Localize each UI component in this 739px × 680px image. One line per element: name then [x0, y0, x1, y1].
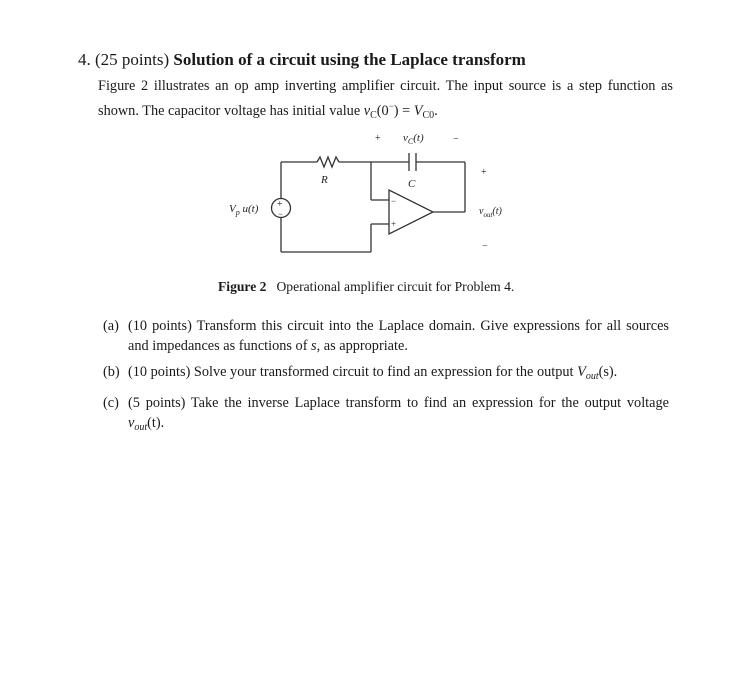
vout-plus: +	[481, 167, 487, 178]
part-label: (b)	[103, 364, 120, 380]
problem-header	[78, 49, 678, 71]
part-label: (a)	[103, 318, 119, 334]
vc-minus-label: −	[453, 134, 459, 145]
intro-paren-open: (0	[376, 102, 389, 119]
resistor-label: R	[321, 174, 328, 186]
part-text: (10 points) Transform this circuit into the Laplace domain. Give expressions for all sources and impedances as functions of	[128, 318, 669, 354]
vc0-subscript: C0	[422, 109, 435, 121]
part-subscript: out	[585, 371, 599, 382]
vc0-symbol: V	[413, 102, 423, 119]
opamp-minus: −	[391, 196, 397, 206]
part-subscript: out	[134, 422, 148, 433]
vc-symbol: v	[363, 102, 371, 119]
opamp-plus: +	[391, 219, 397, 229]
intro-sup: −	[388, 101, 394, 111]
intro-paren-close: ) =	[393, 102, 414, 119]
problem-title: Solution of a circuit using the Laplace transform	[173, 50, 526, 69]
part-symbol: V	[577, 364, 586, 380]
vout-minus: −	[482, 241, 488, 252]
part-a	[103, 316, 669, 356]
part-end: (t).	[147, 415, 165, 431]
problem-number: 4.	[78, 50, 91, 69]
intro-text: Figure 2 illustrates an op amp inverting amplifier circuit. The input source is a step function as shown. The capacitor voltage has initial value	[98, 78, 673, 119]
part-end: (s).	[598, 364, 618, 380]
problem-intro	[98, 76, 673, 126]
vout-label: $v_{out}(t)$	[479, 206, 502, 219]
part-text: (5 points) Take the inverse Laplace transform to find an expression for the output voltage	[128, 395, 669, 411]
capacitor-label: C	[408, 178, 416, 190]
part-c	[103, 393, 669, 438]
vc-plus-label: +	[375, 133, 381, 144]
part-label: (c)	[103, 395, 119, 411]
part-b	[103, 362, 669, 387]
figure-label: Figure 2	[218, 279, 267, 294]
intro-end: .	[434, 102, 438, 119]
vc-label: $v_C(t)$	[403, 132, 424, 146]
source-plus: +	[277, 199, 283, 210]
part-text: (10 points) Solve your transformed circuit to find an expression for the output	[128, 364, 578, 380]
problem-points: (25 points)	[95, 50, 170, 69]
figure-caption	[218, 279, 514, 295]
source-minus: −	[278, 209, 284, 219]
vc-subscript: C	[370, 109, 377, 121]
resistor-symbol	[317, 157, 339, 167]
source-label: $V_p$ u(t)	[229, 203, 259, 217]
part-symbol: v	[128, 415, 135, 431]
part-symbol: s	[311, 338, 317, 354]
caption-text: Operational amplifier circuit for Problem 4.	[276, 279, 515, 294]
circuit-diagram	[215, 128, 545, 268]
part-end: , as appropriate.	[316, 338, 408, 354]
problem-parts	[103, 316, 669, 444]
